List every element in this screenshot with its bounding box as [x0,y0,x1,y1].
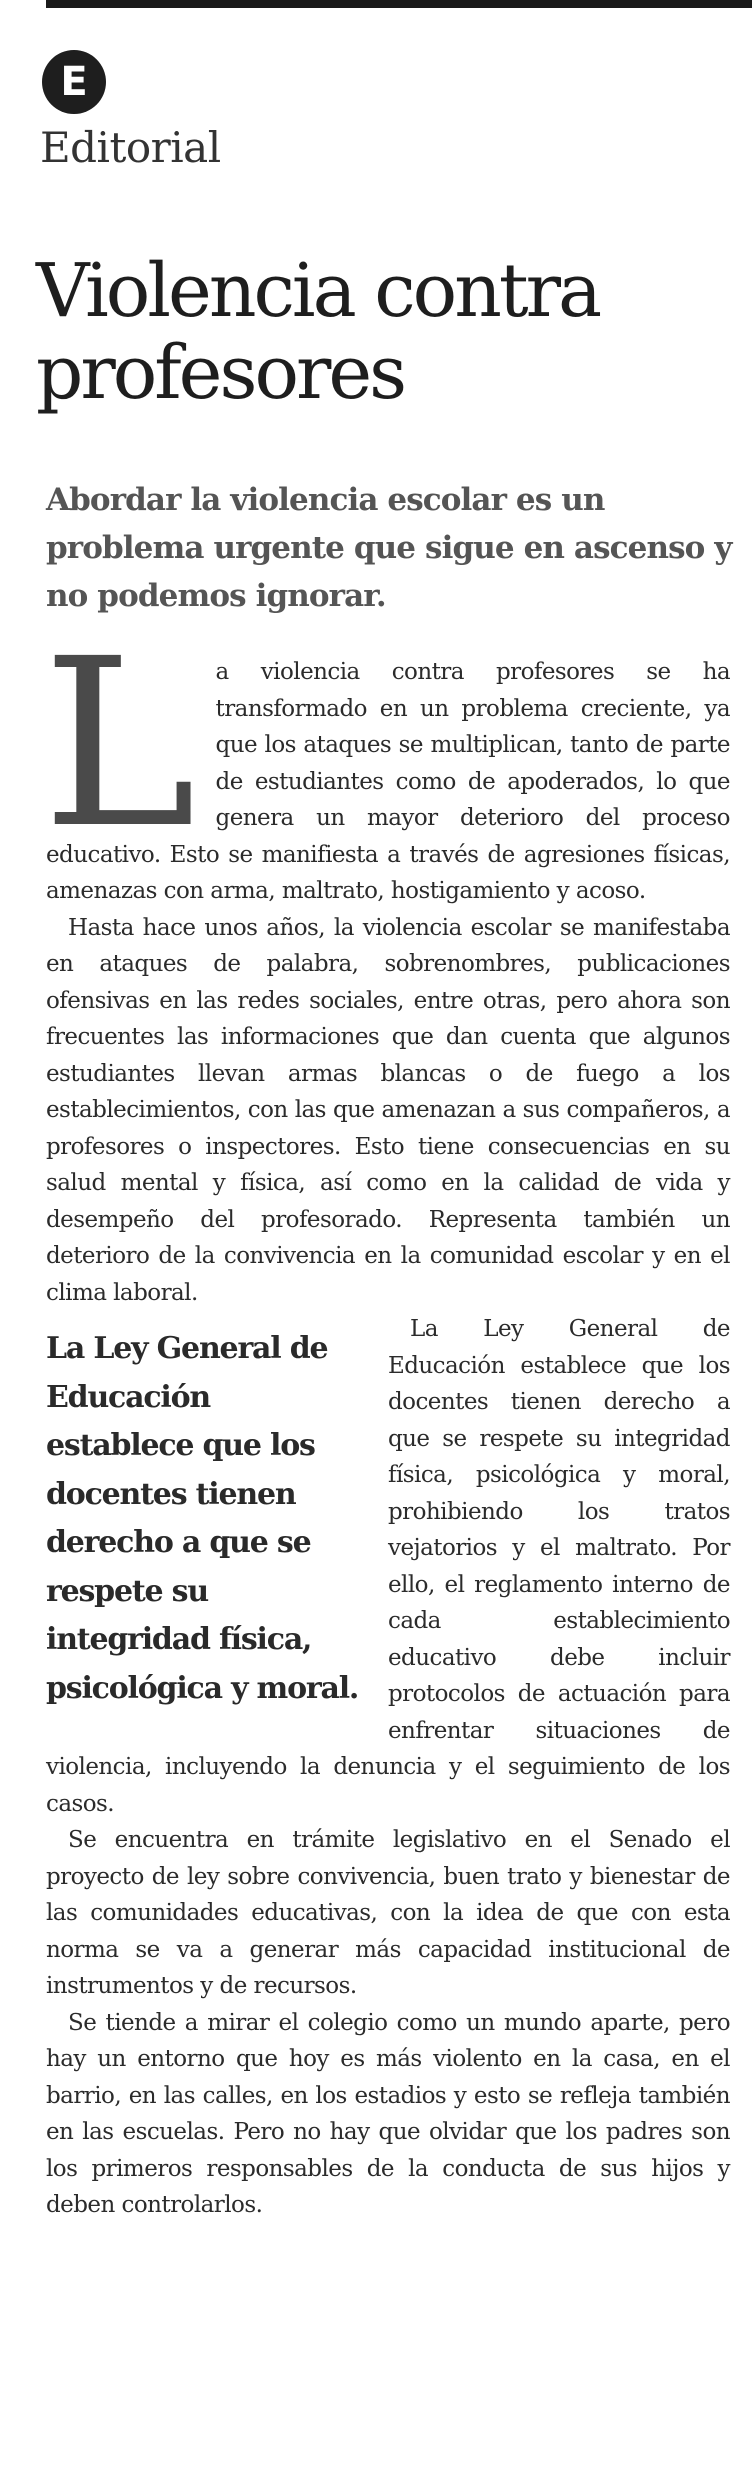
paragraph-1 [42,609,730,910]
section-label: Editorial [40,123,221,172]
article-title: Violencia contra profesores [36,248,600,416]
article-body [42,609,730,2224]
paragraph-4: Se encuentra en trámite legislativo en el Senado el proyecto de ley sobre convivencia, buen trato y bienestar de las comunidades educativas, con la idea de que con esta norma se va a generar más capacidad institucional de instrumentos y de recursos. [46,1827,730,1999]
article-deck: Abordar la violencia escolar es un problema urgente que sigue en ascenso y no podemos ignorar. [46,482,732,614]
paragraph-2: Hasta hace unos años, la violencia escolar se manifestaba en ataques de palabra, sobrenombres, publicaciones ofensivas en las redes sociales, entre otras, pero ahora son frecuentes las informaciones que dan cuenta que algunos estudiantes llevan armas blancas o de fuego a los establecimientos, con las que amenazan a sus compañeros, a profesores o inspectores. Esto tiene consecuencias en su salud mental y física, así como en la calidad de vida y desempeño del profesorado. Representa también un deterioro de la convivencia en la comunidad escolar y en el clima laboral. [46,914,730,1306]
drop-cap: L [42,609,196,879]
paragraph-1-text: a violencia contra profesores se ha transformado en un problema creciente, ya que los ataques se multiplican, tanto de parte de estudiantes como de apoderados, lo que genera un mayor deterioro del proceso educativo. Esto se manifiesta a través de agresiones físicas, amenazas con arma, maltrato, hostigamiento y acoso. [46,659,730,904]
pull-quote: La Ley General de Educación establece que los docentes tienen derecho a que se respete su integridad física, psicológica y moral. [46,1331,359,1706]
top-rule [46,0,752,8]
section-badge-icon: E [42,50,106,114]
paragraph-3 [46,1311,730,1822]
paragraph-3-text: La Ley General de Educación establece que los docentes tienen derecho a que se respete su integridad física, psicológica y moral, prohibiendo los tratos vejatorios y el maltrato. Por ello, el reglamento interno de cada establecimiento educativo debe incluir protocolos de actuación para enfrentar situaciones de violencia, incluyendo la denuncia y el seguimiento de los casos. [46,1316,730,1817]
paragraph-5: Se tiende a mirar el colegio como un mundo aparte, pero hay un entorno que hoy es más violento en la casa, en el barrio, en las calles, en los estadios y esto se refleja también en las escuelas. Pero no hay que olvidar que los padres son los primeros responsables de la conducta de sus hijos y deben controlarlos. [46,2009,730,2218]
